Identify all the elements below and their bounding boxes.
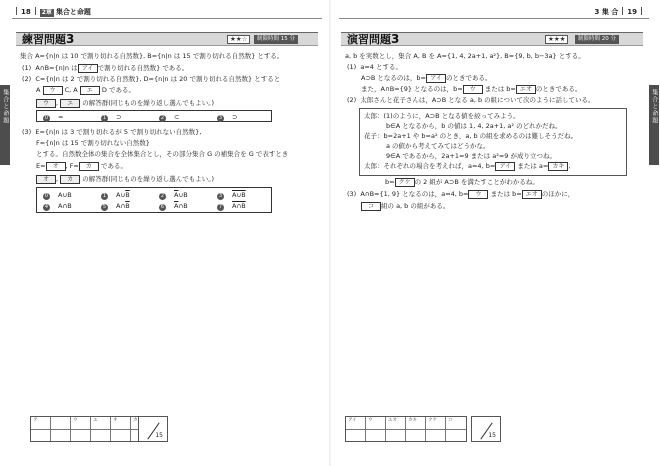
answer-box-a-i[interactable]: アイ	[78, 64, 98, 73]
problem-intro: 集合 A={n|n は 10 で割り切れる自然数}, B={n|n は 15 で割り切れる自然数} とする。	[20, 52, 284, 60]
answer-box-e[interactable]: エ	[80, 86, 100, 95]
grid-label: ア	[31, 417, 51, 429]
question-2-line2: A ウ C, A エ D である。	[36, 86, 135, 94]
page-number: 18	[21, 8, 31, 16]
right-running-head	[595, 7, 647, 17]
grid-label: エオ	[386, 417, 406, 429]
grid-cell[interactable]	[426, 429, 446, 441]
time-limit: 制限時間 15 分	[254, 35, 298, 44]
choice-6[interactable]: 6 $\overline{A}\cap B$	[160, 202, 188, 210]
question-3-line1: (3) E={n|n は 3 で割り切れるが 5 で割り切れない自然数},	[22, 128, 202, 136]
score-box	[471, 416, 501, 442]
grid-cell[interactable]	[406, 429, 426, 441]
answer-box-ku-ke[interactable]: クケ	[395, 178, 415, 187]
dialogue-taro-4: b= クケ の 2 組が A⊃B を満たすことがわかるね。	[385, 178, 539, 186]
choice-3[interactable]: 3 ⊃	[218, 113, 238, 121]
difficulty-stars: ★★☆	[227, 35, 250, 44]
dialogue-box	[359, 108, 627, 176]
side-tab: 集合と命題	[0, 85, 10, 165]
exercise-title: 練習問題3	[22, 32, 75, 46]
choice-5[interactable]: 5 $A\cap\overline{B}$	[102, 202, 130, 210]
question-3-line4: E= オ , F= カ である。	[36, 162, 127, 170]
grid-label: エ	[91, 417, 111, 429]
choice-2[interactable]: 2 $\overline{A}\cup B$	[160, 191, 188, 199]
page-number: 19	[627, 8, 637, 16]
answer-box-u[interactable]: ウ	[463, 85, 483, 94]
grid-cell[interactable]	[446, 429, 466, 441]
exercise-title-bar	[341, 32, 643, 46]
answer-box-a-i[interactable]: アイ	[426, 74, 446, 83]
question-1: (1) A∩B={n|n は アイ で割り切れる自然数} である。	[22, 64, 189, 72]
group-box-u: ウ	[36, 99, 56, 108]
grid-label: コ	[448, 418, 453, 423]
group-box-ka: カ	[60, 175, 80, 184]
answer-box-a-i[interactable]: アイ	[495, 162, 515, 171]
grid-label	[51, 417, 71, 429]
time-limit: 制限時間 20 分	[575, 35, 619, 44]
question-2-line1: (2) 太郎さんと花子さんは，A⊃B となる a, b の組について次のように話している。	[347, 96, 595, 104]
choice-1[interactable]: 1 ⊃	[102, 113, 122, 121]
choice-4[interactable]: 4 A∩B	[44, 202, 72, 210]
answer-box-ka-ki[interactable]: カキ	[548, 162, 568, 171]
divider	[641, 7, 642, 15]
side-tab: 集合と命題	[649, 85, 659, 165]
grid-cell[interactable]	[111, 429, 131, 441]
chapter-number: 3	[594, 8, 600, 16]
answer-group-label-2: ウ , エ の解答群(同じものを繰り返し選んでもよい。)	[36, 99, 214, 108]
answer-box-o[interactable]: オ	[46, 162, 66, 171]
grid-label: ウ	[71, 417, 91, 429]
choice-3[interactable]: 3 A∪B	[218, 191, 246, 199]
answer-group-label-3: オ , カ の解答群(同じものを繰り返し選んでもよい。)	[36, 175, 214, 184]
grid-cell[interactable]	[386, 429, 406, 441]
answer-box-e-o[interactable]: エオ	[516, 85, 536, 94]
answer-box-ka[interactable]: カ	[79, 162, 99, 171]
difficulty-stars: ★★★	[545, 35, 568, 44]
group-box-o: オ	[36, 175, 56, 184]
grid-label: カキ	[406, 417, 426, 429]
question-1-line1: (1) a=4 とする。	[347, 63, 402, 71]
question-2-line1: (2) C={n|n は 2 で割り切れる自然数}, D={n|n は 20 で割り切れる自然数} とすると	[22, 75, 281, 83]
choice-2[interactable]: 2 ⊂	[160, 113, 180, 121]
dialogue-taro-1: 太郎：(1)のように，A⊃B となる値を絞ってみよう。	[364, 112, 520, 120]
grid-cell[interactable]	[346, 429, 366, 441]
choice-0[interactable]: 0 =	[44, 113, 64, 121]
choice-1[interactable]: 1 $A\cup\overline{B}$	[102, 191, 130, 199]
dialogue-taro-2: b∈A となるから，b の値は 1, 4, 2a+1, a² のどれかだね。	[386, 122, 562, 130]
divider	[622, 7, 623, 15]
grid-cell[interactable]	[31, 429, 51, 441]
score-box	[138, 416, 168, 442]
answer-grid	[345, 416, 467, 442]
question-1-line3: また，A∩B={9} となるのは，b= ウ または b= エオ のときである。	[361, 85, 582, 93]
score-denominator: 15	[155, 431, 163, 439]
chapter-badge: 2章	[41, 9, 52, 16]
problem-intro: a, b を実数とし，集合 A, B を A={1, 4, 2a+1, a²}, B={9, b, b−3a} とする。	[345, 52, 585, 60]
answer-box-ko[interactable]: コ	[361, 202, 381, 211]
question-3-line2: F={n|n は 15 で割り切れない自然数}	[36, 139, 150, 147]
grid-cell[interactable]	[51, 429, 71, 441]
dialogue-taro-3: 太郎：それぞれの場合を考えれば，a=4, b= アイ または a= カキ ,	[364, 162, 571, 170]
left-running-head	[12, 7, 91, 17]
choice-box-3	[36, 187, 272, 213]
divider	[35, 7, 36, 15]
grid-label: クケ	[426, 417, 446, 429]
divider	[16, 7, 17, 15]
dialogue-hanako-2: a の値から考えてみてはどうかな。	[386, 142, 490, 150]
grid-label: オ	[111, 417, 131, 429]
score-denominator: 15	[488, 431, 496, 439]
question-1-line2: A⊃B となるのは，b= アイ のときである。	[361, 74, 492, 82]
answer-grid	[30, 416, 152, 442]
header-rule	[12, 18, 322, 19]
exercise-title: 演習問題3	[347, 32, 400, 46]
choice-0[interactable]: 0 A∪B	[44, 191, 72, 199]
header-rule	[339, 18, 649, 19]
question-3-line1: (3) A∩B={1, 9} となるのは，a=4, b= ウ または b= エオ のほかに，	[347, 190, 575, 198]
dialogue-hanako-1: 花子：b=2a+1 や b=a² のとき，a, b の組を求めるのは難しそうだね。	[364, 132, 578, 140]
choice-7[interactable]: 7 A∩B	[218, 202, 246, 210]
answer-box-u[interactable]: ウ	[43, 86, 63, 95]
chapter-title: 集合と命題	[55, 8, 91, 16]
question-3-line2: コ 組の a, b の組がある。	[361, 202, 449, 211]
grid-label: ウ	[366, 417, 386, 429]
choice-box-2	[36, 110, 272, 122]
group-box-e: エ	[60, 99, 80, 108]
answer-box-e-o[interactable]: エオ	[522, 190, 542, 199]
grid-label: カ	[133, 418, 138, 423]
grid-label: アイ	[346, 417, 366, 429]
chapter-title: 集 合	[601, 8, 619, 16]
answer-box-u[interactable]: ウ	[468, 190, 488, 199]
exercise-title-bar	[16, 32, 318, 46]
question-3-line3: とする。自然数全体の集合を全体集合とし，その部分集合 G の補集合を G で表すとき	[36, 150, 289, 158]
grid-cell[interactable]	[91, 429, 111, 441]
grid-cell[interactable]	[366, 429, 386, 441]
dialogue-hanako-3: 9∈A であるから，2a+1=9 または a²=9 が成り立つね。	[386, 152, 556, 160]
left-page	[0, 0, 329, 466]
right-page	[331, 0, 660, 466]
grid-cell[interactable]	[71, 429, 91, 441]
